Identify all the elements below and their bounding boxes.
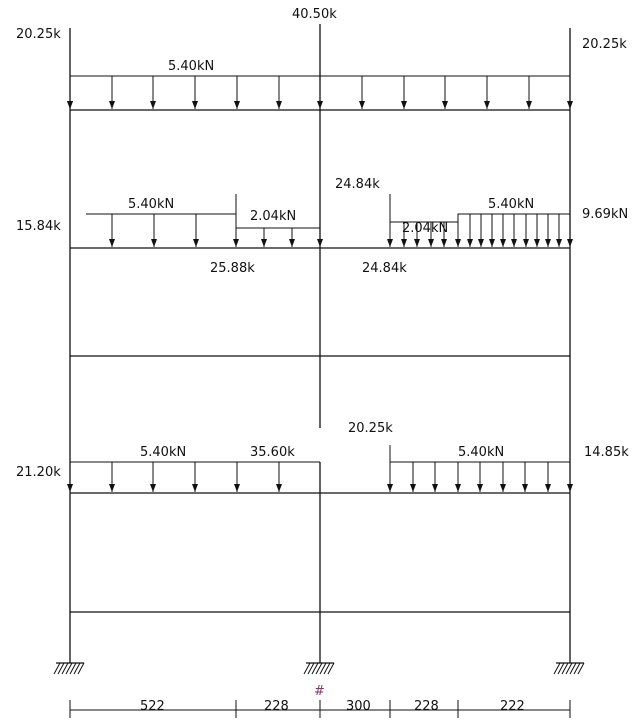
load-label-mid-right: 9.69kN	[582, 207, 629, 222]
load-arrow	[109, 214, 115, 247]
load-arrow	[534, 214, 540, 247]
load-arrow	[151, 214, 157, 247]
load-arrow	[526, 76, 532, 109]
dim-label-4: 228	[414, 699, 439, 714]
load-arrow	[545, 214, 551, 247]
load-label-mid-left: 15.84k	[16, 219, 61, 234]
load-arrow	[489, 214, 495, 247]
load-arrow	[545, 462, 551, 492]
load-arrow	[192, 462, 198, 492]
load-label-mid-center-top: 24.84k	[335, 177, 380, 192]
dim-label-2: 228	[264, 699, 289, 714]
load-arrow	[511, 214, 517, 247]
load-arrow	[317, 76, 323, 109]
load-label-low-left: 21.20k	[16, 465, 61, 480]
load-arrow	[410, 462, 416, 492]
load-arrow	[455, 222, 461, 247]
load-arrow	[401, 76, 407, 109]
load-arrow	[484, 76, 490, 109]
center-mark: #	[314, 684, 325, 699]
load-label-mid-beam-right: 24.84k	[362, 261, 407, 276]
load-arrow	[67, 28, 73, 109]
load-arrow	[442, 76, 448, 109]
load-arrow	[192, 76, 198, 109]
load-arrow	[233, 228, 239, 247]
load-arrow	[467, 214, 473, 247]
load-arrow	[567, 462, 573, 492]
load-arrow	[556, 214, 562, 247]
load-label-mid-beam-left: 25.88k	[210, 261, 255, 276]
udl-label-mid-left-short: 2.04kN	[250, 209, 297, 224]
load-arrow	[150, 462, 156, 492]
load-arrow	[193, 214, 199, 247]
udl-label-mid-right: 5.40kN	[488, 197, 535, 212]
load-label-top-right: 20.25k	[582, 37, 627, 52]
load-arrow	[522, 462, 528, 492]
load-arrow	[567, 214, 573, 247]
udl-label-mid-left: 5.40kN	[128, 197, 175, 212]
load-label-low-mid: 35.60k	[250, 445, 295, 460]
load-arrow	[523, 214, 529, 247]
load-label-top-left: 20.25k	[16, 27, 61, 42]
dim-label-1: 522	[140, 699, 165, 714]
load-arrow	[234, 462, 240, 492]
udl-label-low-right: 5.40kN	[458, 445, 505, 460]
load-arrow	[261, 228, 267, 247]
load-arrow	[477, 462, 483, 492]
load-label-top-mid: 40.50k	[292, 7, 337, 22]
load-arrow	[567, 28, 573, 109]
load-arrow	[276, 76, 282, 109]
load-arrow	[500, 462, 506, 492]
load-arrow	[109, 462, 115, 492]
dim-label-3: 300	[346, 699, 371, 714]
load-arrow	[276, 462, 282, 492]
load-arrow	[359, 76, 365, 109]
load-arrow	[478, 214, 484, 247]
load-arrow	[289, 228, 295, 247]
udl-label-roof: 5.40kN	[168, 59, 215, 74]
udl-label-mid-right-short: 2.04kN	[402, 221, 449, 236]
center-fixed-support	[304, 663, 334, 674]
dim-label-5: 222	[500, 699, 525, 714]
udl-label-low-left: 5.40kN	[140, 445, 187, 460]
low-left-udl	[67, 462, 320, 492]
load-label-low-center: 20.25k	[348, 421, 393, 436]
load-arrow	[455, 462, 461, 492]
load-arrow	[67, 462, 73, 492]
load-arrow	[387, 462, 393, 492]
load-arrow	[317, 228, 323, 247]
load-label-low-right: 14.85k	[584, 445, 629, 460]
load-arrow	[109, 76, 115, 109]
load-arrow	[150, 76, 156, 109]
load-arrow	[432, 462, 438, 492]
load-arrow	[234, 76, 240, 109]
load-arrow	[500, 214, 506, 247]
left-fixed-support	[54, 663, 84, 674]
right-fixed-support	[554, 663, 584, 674]
load-arrow	[387, 222, 393, 247]
